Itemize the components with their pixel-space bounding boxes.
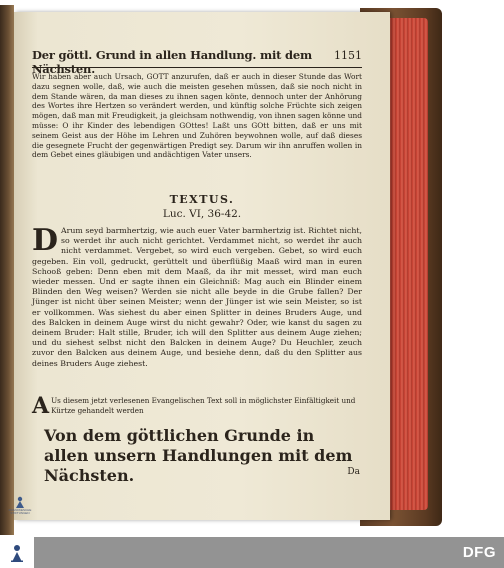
page-edge bbox=[388, 18, 428, 510]
dfg-logo[interactable]: DFG bbox=[462, 544, 496, 561]
closing-text: Us diesem jetzt verlesenen Evangelischen Text soll in möglichster Einfältigkeit und Kürtze gehandelt werden bbox=[51, 396, 356, 415]
library-emblem-icon bbox=[13, 495, 27, 509]
library-stamp bbox=[8, 495, 32, 523]
catchword: Da bbox=[347, 467, 360, 477]
book-left-edge bbox=[0, 5, 14, 535]
scripture-reference: Luc. VI, 36-42. bbox=[162, 208, 242, 220]
closing-paragraph bbox=[32, 393, 362, 419]
scripture-paragraph bbox=[32, 223, 362, 369]
library-stamp-text: FRANCKESCHE STIFTUNGEN bbox=[8, 508, 32, 516]
drop-cap-d: D bbox=[32, 223, 59, 258]
footer-bar bbox=[0, 537, 504, 568]
textus-heading: TEXTUS. bbox=[169, 193, 235, 206]
intro-paragraph: Wir haben aber auch Ursach, GOTT anzurufen, daß er auch in dieser Stunde das Wort dazu segnen wolle, daß, wie auch die meisten gesehen müssen, daß sie noch nicht in dem Stande wären, da man dieses zu ihnen sagen könte, dennoch unter der Anhörung des Wortes ihre Hertzen so verändert werden, und künftig solche Früchte sich zeigen mögen, daß man mit Freudigkeit, ja gleichsam nothwendig, von ihnen sagen könne und müsse: O ihr Kinder des lebendigen GOttes! Laßt uns GOtt bitten, daß er uns mit seinem Geist aus der Höhe im Lehren und Zuhören beywohnen wolle, auf daß dieses die gesegnete Frucht der gegenwärtigen Predigt sey. Darum wir ihn anruffen wollen in dem Gebet eines gläubigen und andächtigen Vater unsers. bbox=[32, 72, 362, 160]
franckesche-stiftungen-logo-icon bbox=[8, 543, 26, 563]
sermon-subject-title: Von dem göttlichen Grunde in allen unsern Handlungen mit dem Nächsten. bbox=[44, 426, 353, 485]
footer-logo[interactable] bbox=[0, 537, 34, 568]
drop-cap-a: A bbox=[32, 393, 50, 419]
book-page bbox=[14, 12, 390, 520]
page-number: 1151 bbox=[334, 49, 362, 62]
running-title: Der göttl. Grund in allen Handlung. mit dem Nächsten. bbox=[32, 48, 312, 76]
scripture-text: Arum seyd barmhertzig, wie auch euer Vater barmhertzig ist. Richtet nicht, so werdet ihr auch nicht gerichtet. Verdammet nicht, so werdet ihr auch nicht verdammet. Vergebet, so wird euch vergeben. Gebet, so wird euch gegeben. Ein voll, gedruckt, gerüttelt und überflüßig Maaß wird man in euren Schooß geben: Denn eben mit dem Maaß, da ihr mit messet, wird man euch wieder messen. Und er sagte ihnen ein Gleichniß: Mag auch ein Blinder einem Blinden den Weg weisen? Werden sie nicht alle beyde in die Grube fallen? Der Jünger ist nicht über seinen Meister; wenn der Jünger ist wie sein Meister, so ist er vollkommen. Was siehest du aber einen Splitter in deines Bruders Auge, und des Balcken in deinem Auge wirst du nicht gewahr? Oder, wie kanst du sagen zu deinem Bruder: Halt stille, Bruder, ich will den Splitter aus deinem Auge ziehen; und du siehest selbst nicht den Balcken in deinem Auge? Du Heuchler, zeuch zuvor den Balcken aus deinem Auge, und besiehe denn, daß du den Splitter aus deines Bruders Auge ziehest. bbox=[32, 226, 362, 368]
running-head bbox=[32, 48, 362, 76]
